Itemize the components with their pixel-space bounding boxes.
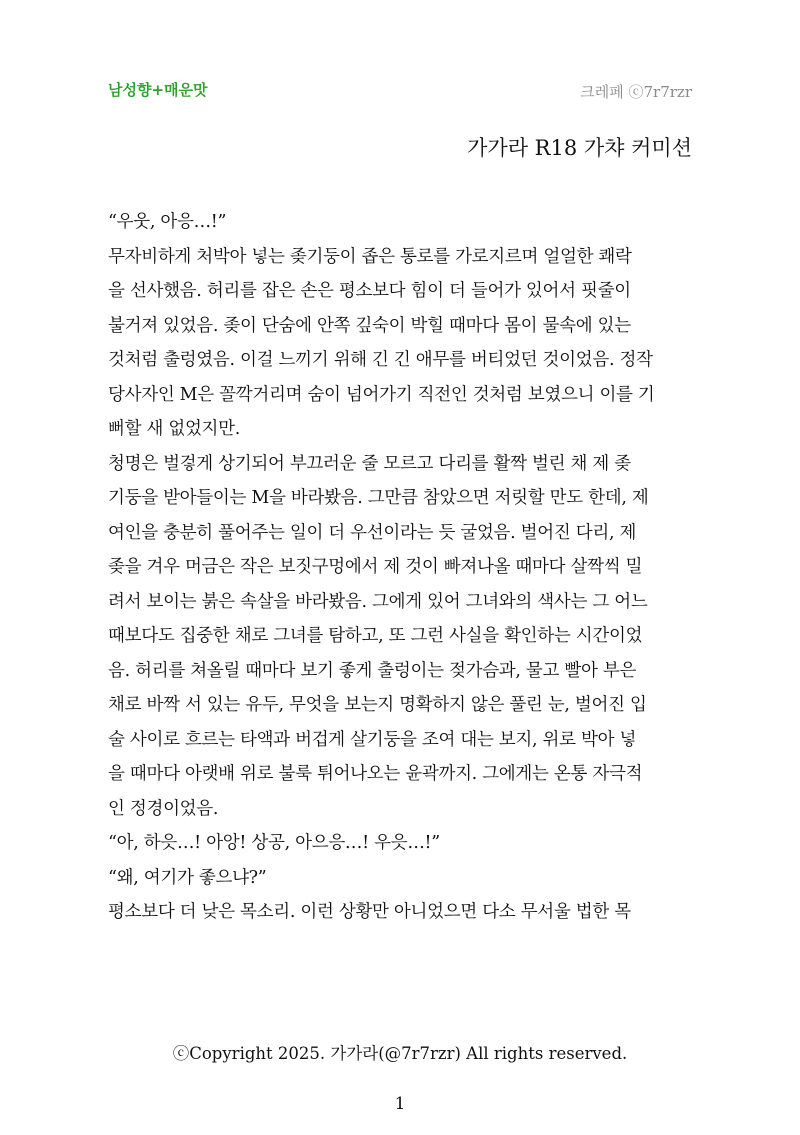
paragraph [108, 895, 698, 930]
text-line: 좆을 겨우 머금은 작은 보짓구멍에서 제 것이 빠져나올 때마다 살짝씩 밀 [108, 557, 643, 577]
credit-label: 크레페 ⓒ7r7rzr [580, 83, 692, 101]
text-line: “우웃, 아응…!” [108, 212, 227, 232]
paragraph [108, 447, 698, 827]
paragraph [108, 240, 698, 447]
text-line: 기둥을 받아들이는 M을 바라봤음. 그만큼 참았으면 저릿할 만도 한데, 제 [108, 488, 649, 508]
text-line: 평소보다 더 낮은 목소리. 이런 상황만 아니었으면 다소 무서울 법한 목 [108, 902, 631, 922]
text-line: “왜, 여기가 좋으냐?” [108, 867, 267, 888]
text-line: 뻐할 새 없었지만. [108, 419, 241, 439]
paragraph [108, 861, 698, 896]
text-line: 채로 바짝 서 있는 유두, 무엇을 보는지 명확하지 않은 풀린 눈, 벌어진 입 [108, 695, 647, 715]
story-body [108, 205, 698, 930]
copyright-notice: ⓒCopyright 2025. 가가라(@7r7rzr) All rights reserved. [172, 1044, 628, 1063]
text-line: 려서 보이는 붉은 속살을 바라봤음. 그에게 있어 그녀와의 색사는 그 어느 [108, 591, 648, 612]
text-line: 청명은 벌겋게 상기되어 부끄러운 줄 모르고 다리를 활짝 벌린 채 제 좆 [108, 453, 631, 474]
text-line: 을 선사했음. 허리를 잡은 손은 평소보다 힘이 더 들어가 있어서 핏줄이 [108, 281, 631, 301]
text-line: 여인을 충분히 풀어주는 일이 더 우선이라는 듯 굴었음. 벌어진 다리, 제 [108, 522, 637, 543]
text-line: 때보다도 집중한 채로 그녀를 탐하고, 또 그런 사실을 확인하는 시간이었 [108, 626, 643, 646]
genre-tag: 남성향+매운맛 [108, 81, 208, 99]
document-title: 가가라 R18 가챠 커미션 [467, 136, 692, 160]
text-line: 당사자인 M은 꼴깍거리며 숨이 넘어가기 직전인 것처럼 보였으니 이를 기 [108, 384, 655, 405]
text-line: 것처럼 출렁였음. 이걸 느끼기 위해 긴 긴 애무를 버티었던 것이었음. 정작 [108, 350, 653, 370]
text-line: 술 사이로 흐르는 타액과 버겁게 살기둥을 조여 대는 보지, 위로 박아 넣 [108, 729, 637, 750]
text-line: 인 정경이었음. [108, 798, 219, 819]
text-line: “아, 하읏…! 아앙! 상공, 아으응…! 우읏…!” [108, 833, 440, 853]
paragraph [108, 205, 698, 240]
text-line: 불거져 있었음. 좆이 단숨에 안쪽 깊숙이 박힐 때마다 몸이 물속에 있는 [108, 315, 631, 336]
page-number: 1 [394, 1094, 406, 1114]
text-line: 음. 허리를 쳐올릴 때마다 보기 좋게 출렁이는 젖가슴과, 물고 빨아 부은 [108, 660, 637, 681]
text-line: 무자비하게 처박아 넣는 좆기둥이 좁은 통로를 가로지르며 얼얼한 쾌락 [108, 246, 632, 267]
text-line: 을 때마다 아랫배 위로 불룩 튀어나오는 윤곽까지. 그에게는 온통 자극적 [108, 764, 643, 784]
paragraph [108, 826, 698, 861]
